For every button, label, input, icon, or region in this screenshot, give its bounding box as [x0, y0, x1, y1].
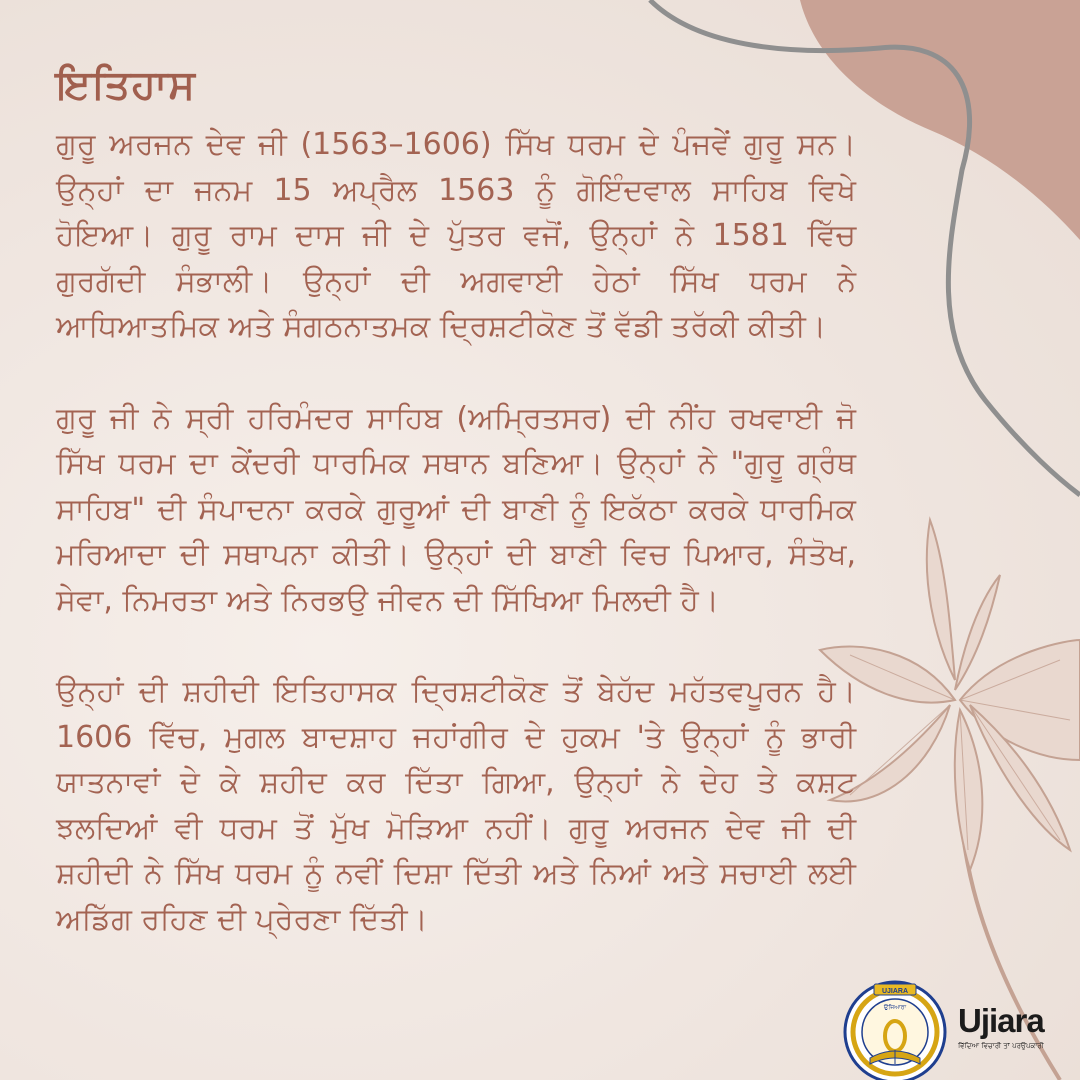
brand-lockup: [958, 1003, 1068, 1051]
paragraph-1: ਗੁਰੂ ਅਰਜਨ ਦੇਵ ਜੀ (1563–1606) ਸਿੱਖ ਧਰਮ ਦੇ ਪੰਜਵੇਂ ਗੁਰੂ ਸਨ। ਉਨ੍ਹਾਂ ਦਾ ਜਨਮ 15 ਅਪ੍ਰੈਲ 1563 ਨੂੰ ਗੋਇੰਦਵਾਲ ਸਾਹਿਬ ਵਿਖੇ ਹੋਇਆ। ਗੁਰੂ ਰਾਮ ਦਾਸ ਜੀ ਦੇ ਪੁੱਤਰ ਵਜੋਂ, ਉਨ੍ਹਾਂ ਨੇ 1581 ਵਿੱਚ ਗੁਰਗੱਦੀ ਸੰਭਾਲੀ। ਉਨ੍ਹਾਂ ਦੀ ਅਗਵਾਈ ਹੇਠਾਂ ਸਿੱਖ ਧਰਮ ਨੇ ਆਧਿਆਤਮਿਕ ਅਤੇ ਸੰਗਠਨਾਤਮਕ ਦ੍ਰਿਸ਼ਟੀਕੋਣ ਤੋਂ ਵੱਡੀ ਤਰੱਕੀ ਕੀਤੀ।: [56, 127, 856, 344]
page-title: ਇਤਿਹਾਸ: [56, 62, 196, 108]
paragraph-3: ਉਨ੍ਹਾਂ ਦੀ ਸ਼ਹੀਦੀ ਇਤਿਹਾਸਕ ਦ੍ਰਿਸ਼ਟੀਕੋਣ ਤੋਂ ਬੇਹੱਦ ਮਹੱਤਵਪੂਰਨ ਹੈ। 1606 ਵਿੱਚ, ਮੁਗਲ ਬਾਦਸ਼ਾਹ ਜਹਾਂਗੀਰ ਦੇ ਹੁਕਮ 'ਤੇ ਉਨ੍ਹਾਂ ਨੂੰ ਭਾਰੀ ਯਾਤਨਾਵਾਂ ਦੇ ਕੇ ਸ਼ਹੀਦ ਕਰ ਦਿੱਤਾ ਗਿਆ, ਉਨ੍ਹਾਂ ਨੇ ਦੇਹ ਤੇ ਕਸ਼ਟ ਝਲਦਿਆਂ ਵੀ ਧਰਮ ਤੋਂ ਮੁੱਖ ਮੋੜਿਆ ਨਹੀਂ। ਗੁਰੂ ਅਰਜਨ ਦੇਵ ਜੀ ਦੀ ਸ਼ਹੀਦੀ ਨੇ ਸਿੱਖ ਧਰਮ ਨੂੰ ਨਵੀਂ ਦਿਸ਼ਾ ਦਿੱਤੀ ਅਤੇ ਨਿਆਂ ਅਤੇ ਸਚਾਈ ਲਈ ਅਡਿੱਗ ਰਹਿਣ ਦੀ ਪ੍ਰੇਰਣਾ ਦਿੱਤੀ।: [56, 674, 856, 937]
brand-tagline: ਵਿੱਦਿਆ ਵਿਚਾਰੀ ਤਾਂ ਪਰਉਪਕਾਰੀ: [958, 1042, 1044, 1050]
svg-text:ਉਜਿਆਰਾ: ਉਜਿਆਰਾ: [883, 1004, 907, 1011]
ujiara-emblem-logo: [838, 976, 952, 1080]
svg-text:UJIARA: UJIARA: [881, 988, 909, 995]
paragraph-2: ਗੁਰੂ ਜੀ ਨੇ ਸ੍ਰੀ ਹਰਿਮੰਦਰ ਸਾਹਿਬ (ਅਮ੍ਰਿਤਸਰ) ਦੀ ਨੀਂਹ ਰਖਵਾਈ ਜੋ ਸਿੱਖ ਧਰਮ ਦਾ ਕੇਂਦਰੀ ਧਾਰਮਿਕ ਸਥਾਨ ਬਣਿਆ। ਉਨ੍ਹਾਂ ਨੇ "ਗੁਰੂ ਗ੍ਰੰਥ ਸਾਹਿਬ" ਦੀ ਸੰਪਾਦਨਾ ਕਰਕੇ ਗੁਰੂਆਂ ਦੀ ਬਾਣੀ ਨੂੰ ਇਕੱਠਾ ਕਰਕੇ ਧਾਰਮਿਕ ਮਰਿਆਦਾ ਦੀ ਸਥਾਪਨਾ ਕੀਤੀ। ਉਨ੍ਹਾਂ ਦੀ ਬਾਣੀ ਵਿਚ ਪਿਆਰ, ਸੰਤੋਖ, ਸੇਵਾ, ਨਿਮਰਤਾ ਅਤੇ ਨਿਰਭਉ ਜੀਵਨ ਦੀ ਸਿੱਖਿਆ ਮਿਲਦੀ ਹੈ।: [56, 400, 856, 618]
brand-name: Ujiara: [958, 1002, 1044, 1039]
article-body: [56, 122, 856, 988]
flower-icon: [820, 520, 1080, 870]
